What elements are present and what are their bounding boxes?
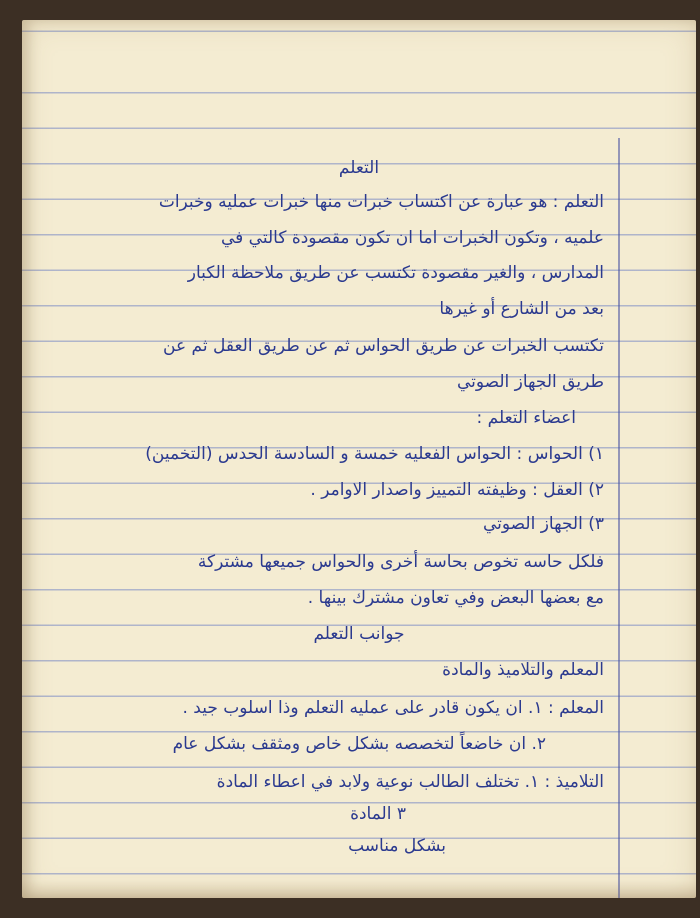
text-line: بشكل مناسب [348,836,446,856]
text-line: المدارس ، والغير مقصودة تكتسب عن طريق ملاحظة الكبار [187,263,604,283]
page-bottom-edge [22,880,696,898]
notebook-page [22,20,696,898]
text-line: التلاميذ : ١. تختلف الطالب نوعية ولابد في اعطاء المادة [216,772,604,792]
page-title: التعلم [338,158,380,178]
section-heading: اعضاء التعلم : [476,408,576,428]
list-item: ٣ المادة [350,804,406,824]
margin-line [618,138,620,898]
list-item: ٣) الجهاز الصوتي [482,514,604,534]
text-line: فلكل حاسه تخوص بحاسة أخرى والحواس جميعها مشتركة [197,552,604,572]
text-line: ٢. ان خاضعاً لتخصصه بشكل خاص ومثقف بشكل عام [172,734,546,754]
text-line: المعلم والتلاميذ والمادة [442,660,604,680]
list-item: ١) الحواس : الحواس الفعليه خمسة و السادسة الحدس (التخمين) [145,444,604,464]
text-line: التعلم : هو عبارة عن اكتساب خبرات منها خبرات عمليه وخبرات [158,192,604,212]
text-line: تكتسب الخبرات عن طريق الحواس ثم عن طريق العقل ثم عن [163,336,604,356]
list-item: ٢) العقل : وظيفته التمييز واصدار الاوامر . [310,480,604,500]
text-line: المعلم : ١. ان يكون قادر على عمليه التعلم وذا اسلوب جيد . [182,698,604,718]
text-line: طريق الجهاز الصوتي [456,372,604,392]
text-line: بعد من الشارع أو غيرها [439,299,604,319]
section-heading: جوانب التعلم [313,624,405,644]
text-line: مع بعضها البعض وفي تعاون مشترك بينها . [307,588,604,608]
text-line: علميه ، وتكون الخبرات اما ان تكون مقصودة كالتي في [220,228,604,248]
